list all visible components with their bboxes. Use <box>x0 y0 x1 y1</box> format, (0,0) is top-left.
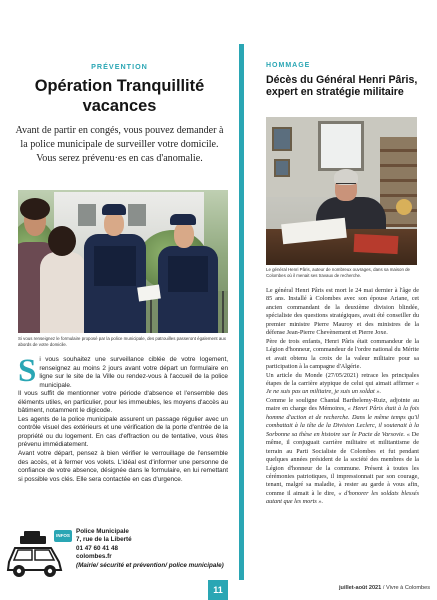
police-address: 7, rue de la Liberté <box>76 536 132 544</box>
police-name: Police Municipale <box>76 528 129 535</box>
article-body-left <box>18 353 228 484</box>
wall-painting <box>274 159 290 177</box>
body-paragraph: Il vous suffit de mentionner votre période d'absence et l'ensemble des éléments utiles, en particulier, pour les immeubles, les moyens d'accès au bâtiment, notamment le digicode. <box>18 390 228 415</box>
article-title-tranquillite: Opération Tranquillité vacances <box>34 77 205 115</box>
article-title-paris: Décès du Général Henri Pâris, expert en stratégie militaire <box>266 74 418 98</box>
body-paragraph: Avant votre départ, pensez à bien vérifier le verrouillage de l'ensemble des accès, et à fermer vos volets. L'idéal est d'informer une personne de confiance de votre absence, désignée dans le formulaire, en lui remettant si possible vos clés. Elle sera contactée en cas d'urgence. <box>18 450 228 483</box>
glasses <box>336 183 356 187</box>
body-paragraph: Le général Henri Pâris est mort le 24 mai dernier à l'âge de 85 ans. Installé à Colombes avec son épouse Ariane, cet ancien commandant de la deuxième division blindée, spécialiste des questions stratégiques, avait été conseiller du premier ministre Pierre Mauroy et des ministres de la défense Jean-Pierre Chevènement et Pierre Joxe. <box>266 287 419 337</box>
body-paragraph <box>266 372 419 397</box>
police-contact <box>76 528 224 570</box>
house-window <box>128 204 146 226</box>
footer-issue <box>339 585 430 591</box>
desk-book <box>354 234 399 254</box>
issue-date: juillet-août 2021 <box>339 585 382 591</box>
section-label-prevention: PRÉVENTION <box>91 62 148 71</box>
text-run: Comme le souligne Chantal Barthelemy-Ruiz, adjointe au maire en charge des Mémoires, <box>266 396 419 413</box>
officer-face <box>104 212 124 236</box>
civilian-woman <box>40 252 86 333</box>
quote: « Henri Pâris était à la fois homme d'action et de recherche. Dans le même temps qu'il combattait à la tête de la Division Leclerc, il soutenait à la Sorbonne sa thèse en histoire sur le Pacte de Varsovie. <box>266 405 420 438</box>
body-paragraph <box>266 397 419 507</box>
article-lead: Avant de partir en congés, vous pouvez demander à la police municipale de surveiller votre domicile. Vous serez prévenu·es en cas d'anomalie. <box>15 125 224 165</box>
officer-face <box>174 222 194 248</box>
lamp <box>396 199 412 215</box>
police-info-box <box>6 524 234 580</box>
infos-badge: INFOS <box>54 530 72 542</box>
body-paragraph: i vous souhaitez une surveillance ciblée de votre logement, renseignez au moins 2 jours avant votre départ un formulaire en ligne sur le site de la Ville ou rendez-vous à l'accueil de la police municipale. <box>39 356 228 389</box>
section-label-hommage: HOMMAGE <box>266 62 311 69</box>
page-number: 11 <box>208 580 228 600</box>
text-run: « De même, il conjuguait carrière militaire et militantisme de terrain au Parti Socialiste de Colombes et fut pendant quelques années président de la société des membres de la Légion d'honneur de la commune. Présent à toutes les cérémonies patriotiques, il impressionnait par son courage, tenant, malgré sa maladie, à rester au garde à vous afin, comme il aimait à le dire, <box>266 430 419 497</box>
general-paris-photo <box>266 117 417 265</box>
police-cap <box>102 204 126 215</box>
body-paragraph: Père de trois enfants, Henri Pâris était commandeur de la Légion d'honneur, commandeur de l'ordre national du Mérite et avait obtenu la croix de la valeur militaire pour sa participation à la campagne d'Algérie. <box>266 337 419 371</box>
website-link[interactable]: colombes.fr <box>76 553 112 561</box>
police-vest <box>94 246 136 286</box>
article-body-right <box>266 287 419 507</box>
wall-painting <box>272 127 292 151</box>
quote: « Je ne suis pas un militaire, je suis un soldat ». <box>266 379 419 396</box>
footer-separator: / <box>381 585 386 591</box>
text-run: Un article du Monde (27/05/2021) retrace les principales étapes de la carrière atypique de celui qui aimait affirmer <box>266 371 419 387</box>
police-phone[interactable]: 01 47 60 41 48 <box>76 544 119 552</box>
photo-caption-left: Si vous renseignez le formulaire proposé par la police municipale, des patrouilles passeront également aux abords de votre domicile. <box>18 336 226 347</box>
civilian-hair <box>20 198 50 220</box>
dropcap: S <box>18 353 37 389</box>
body-paragraph: Les agents de la police municipale assurent un passage régulier avec un contrôle visuel des extérieurs et une vérification de la porte d'entrée de la propriété ou du logement. En cas d'effraction ou de tentative, vous êtes prévenu immédiatement. <box>18 415 228 449</box>
column-divider <box>239 44 244 580</box>
woman-hair <box>48 226 76 256</box>
quote: « d'honorer les soldats blessés autant que les morts ». <box>266 489 419 506</box>
magazine-name: Vivre à Colombes <box>385 585 430 591</box>
photo-caption-right: Le général Henri Pâris, auteur de nombreux ouvrages, dans sa maison de Colombes où il menait ses travaux de recherche. <box>266 267 410 278</box>
house-window <box>78 204 96 226</box>
police-cap <box>170 214 196 225</box>
room-window <box>318 121 364 171</box>
website-path[interactable]: (Mairie/ sécurité et prévention/ police municipale) <box>76 561 224 569</box>
police-vest <box>168 256 208 292</box>
police-officers-photo <box>18 190 228 333</box>
